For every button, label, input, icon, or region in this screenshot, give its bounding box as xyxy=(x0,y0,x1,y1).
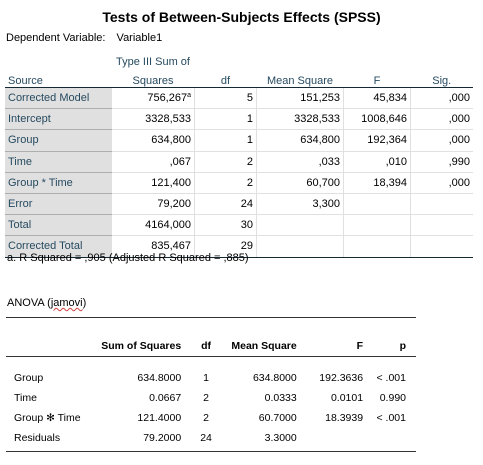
spss-row-df xyxy=(195,151,257,172)
spss-table-row xyxy=(5,215,473,236)
spss-row-source-text: Corrected Model xyxy=(8,92,90,105)
ss-header-line2: Squares xyxy=(112,68,195,88)
spss-row-ss-text: 756,267 xyxy=(147,92,188,105)
spss-row-f xyxy=(344,151,411,172)
spss-row-source-text: Error xyxy=(8,198,33,211)
spss-row-f xyxy=(344,236,411,257)
spss-row-source xyxy=(5,88,112,109)
spss-row-source-text: Corrected Total xyxy=(8,240,83,253)
jamovi-p-header: p xyxy=(369,336,416,357)
spss-row-ms-text: 3328,533 xyxy=(294,113,340,126)
dependent-variable-label: Dependent Variable: xyxy=(6,32,106,44)
spss-row-ms xyxy=(257,193,344,214)
jamovi-f-header: F xyxy=(311,336,369,357)
spss-row-f xyxy=(344,172,411,193)
jamovi-row-ss: 79.2000 xyxy=(143,432,182,444)
spss-row-ms xyxy=(257,236,344,257)
spss-row-ss xyxy=(112,130,195,151)
spss-row-ms xyxy=(257,215,344,236)
spss-row-sig xyxy=(411,236,474,257)
jamovi-row-ms: 60.7000 xyxy=(258,412,297,424)
jamovi-row-ss: 634.8000 xyxy=(137,372,182,384)
jamovi-row-f xyxy=(311,428,369,448)
spss-row-df xyxy=(195,130,257,151)
jamovi-row-source: Group xyxy=(14,372,44,384)
spss-row-ss xyxy=(112,88,195,109)
jamovi-table-row xyxy=(6,408,416,428)
spss-anova-table xyxy=(5,48,473,258)
jamovi-row-source: Residuals xyxy=(14,432,61,444)
spss-row-ms xyxy=(257,88,344,109)
spss-row-df-text: 1 xyxy=(246,113,253,126)
spss-row-sig xyxy=(411,193,474,214)
dependent-variable-line xyxy=(6,32,162,44)
spss-row-ss xyxy=(112,193,195,214)
spss-row-f-text: 192,364 xyxy=(367,134,407,147)
spss-row-df-text: 2 xyxy=(246,176,253,189)
jamovi-row-ss: 0.0667 xyxy=(149,392,182,404)
jamovi-source-header xyxy=(6,336,98,357)
jamovi-df-header: df xyxy=(195,336,217,357)
jamovi-ms-header: Mean Square xyxy=(217,336,311,357)
spss-row-ss-text: 4164,000 xyxy=(145,219,191,232)
spss-row-ss-text: 634,800 xyxy=(151,134,191,147)
spss-row-f-text: 1008,646 xyxy=(361,113,407,126)
spss-row-ms xyxy=(257,172,344,193)
footnote-marker: a xyxy=(187,92,191,100)
spss-row-sig-text: ,000 xyxy=(448,92,470,105)
spss-row-df-text: 24 xyxy=(240,198,253,211)
jamovi-table-row xyxy=(6,428,416,448)
spss-row-sig xyxy=(411,130,474,151)
spss-row-df-text: 1 xyxy=(246,134,253,147)
jamovi-row-p: < .001 xyxy=(376,372,406,384)
spss-row-ss-text: 835,467 xyxy=(151,240,191,253)
spss-row-source-text: Intercept xyxy=(8,113,51,126)
spss-row-source xyxy=(5,130,112,151)
spss-row-f-text: 45,834 xyxy=(373,92,407,105)
spss-table-row xyxy=(5,193,473,214)
spss-row-df xyxy=(195,88,257,109)
spss-row-f-text: ,010 xyxy=(385,155,407,168)
spss-table-title: Tests of Between-Subjects Effects (SPSS) xyxy=(102,9,381,25)
jamovi-header-row xyxy=(6,336,416,357)
jamovi-table-row xyxy=(6,368,416,388)
spss-row-source xyxy=(5,193,112,214)
spss-row-ms-text: ,033 xyxy=(318,155,340,168)
jamovi-row-f: 0.0101 xyxy=(330,392,364,404)
dependent-variable-value: Variable1 xyxy=(116,32,163,44)
jamovi-row-ms: 634.8000 xyxy=(252,372,297,384)
spss-row-f xyxy=(344,215,411,236)
spss-row-source-text: Total xyxy=(8,219,32,232)
spss-row-sig xyxy=(411,215,474,236)
spss-row-df-text: 30 xyxy=(240,219,253,232)
spss-table-row xyxy=(5,130,473,151)
jamovi-row-df: 2 xyxy=(203,392,209,404)
spss-row-sig xyxy=(411,172,474,193)
jamovi-row-ms: 3.3000 xyxy=(264,432,297,444)
spss-row-ms xyxy=(257,109,344,130)
spss-row-ss-text: 3328,533 xyxy=(145,113,191,126)
spss-row-f xyxy=(344,193,411,214)
spss-row-source-text: Time xyxy=(8,155,33,168)
spss-row-sig xyxy=(411,109,474,130)
sig-header: Sig. xyxy=(411,68,474,88)
jamovi-table-row xyxy=(6,388,416,408)
spss-row-sig-text: ,000 xyxy=(448,134,470,147)
spss-row-ss xyxy=(112,109,195,130)
spss-row-df xyxy=(195,172,257,193)
spss-row-sig xyxy=(411,151,474,172)
spss-row-ss xyxy=(112,172,195,193)
jamovi-row-source: Group ✻ Time xyxy=(14,412,81,424)
jamovi-title-prefix: ANOVA ( xyxy=(7,297,51,309)
jamovi-row-source: Time xyxy=(14,392,37,404)
df-header: df xyxy=(195,68,257,88)
spss-row-ms-text: 3,300 xyxy=(312,198,340,211)
jamovi-title-suffix: ) xyxy=(82,297,87,309)
jamovi-table-title xyxy=(7,297,86,309)
spss-row-sig-text: ,990 xyxy=(448,155,470,168)
spss-row-ms-text: 151,253 xyxy=(300,92,340,105)
spss-table-row xyxy=(5,88,473,109)
spss-row-df-text: 5 xyxy=(246,92,253,105)
spss-row-df-text: 29 xyxy=(240,240,253,253)
spss-row-f xyxy=(344,88,411,109)
spss-header-row-1 xyxy=(5,48,473,68)
spss-row-f xyxy=(344,109,411,130)
spss-row-source-text: Group * Time xyxy=(8,176,73,189)
jamovi-row-p xyxy=(369,428,416,448)
spss-row-source xyxy=(5,151,112,172)
jamovi-bottom-rule xyxy=(6,451,416,452)
jamovi-row-ms: 0.0333 xyxy=(264,392,297,404)
spss-row-sig-text: ,000 xyxy=(448,176,470,189)
spss-footnote: a. R Squared = ,905 (Adjusted R Squared = ,885) xyxy=(7,252,249,264)
jamovi-row-f: 192.3636 xyxy=(319,372,364,384)
spss-row-df xyxy=(195,215,257,236)
spss-row-df xyxy=(195,193,257,214)
jamovi-row-df: 1 xyxy=(203,372,209,384)
spss-row-df-text: 2 xyxy=(246,155,253,168)
spss-row-sig xyxy=(411,88,474,109)
spss-row-ss xyxy=(112,215,195,236)
jamovi-title-rule xyxy=(6,317,416,318)
spss-row-ss-text: ,067 xyxy=(169,155,191,168)
ms-header: Mean Square xyxy=(257,68,344,88)
jamovi-title-word: jamovi xyxy=(50,297,83,309)
spss-row-ms xyxy=(257,151,344,172)
jamovi-ss-header: Sum of Squares xyxy=(98,336,195,357)
spss-row-source xyxy=(5,109,112,130)
spss-row-f-text: 18,394 xyxy=(373,176,407,189)
spss-row-sig-text: ,000 xyxy=(448,113,470,126)
spss-table-row xyxy=(5,172,473,193)
spss-row-source-text: Group xyxy=(8,134,39,147)
spss-row-df xyxy=(195,109,257,130)
spss-table-row xyxy=(5,151,473,172)
spss-row-f xyxy=(344,130,411,151)
jamovi-row-ss: 121.4000 xyxy=(137,412,182,424)
jamovi-row-df: 2 xyxy=(203,412,209,424)
spss-row-ms-text: 60,700 xyxy=(306,176,340,189)
spss-header-row-2 xyxy=(5,68,473,88)
jamovi-row-p: 0.990 xyxy=(379,392,406,404)
spss-row-ss-text: 79,200 xyxy=(157,198,191,211)
ss-header-line1: Type III Sum of xyxy=(116,56,190,68)
jamovi-row-p: < .001 xyxy=(376,412,406,424)
jamovi-anova-table xyxy=(6,336,416,448)
spss-row-source xyxy=(5,172,112,193)
spss-row-ms xyxy=(257,130,344,151)
spss-row-ms-text: 634,800 xyxy=(300,134,340,147)
jamovi-row-f: 18.3939 xyxy=(325,412,364,424)
source-header: Source xyxy=(5,68,112,88)
spss-table-row xyxy=(5,109,473,130)
spss-row-source xyxy=(5,215,112,236)
spss-row-ss-text: 121,400 xyxy=(151,176,191,189)
jamovi-spacer-row xyxy=(6,357,416,369)
jamovi-row-df: 24 xyxy=(200,432,212,444)
f-header: F xyxy=(344,68,411,88)
spss-row-ss xyxy=(112,151,195,172)
